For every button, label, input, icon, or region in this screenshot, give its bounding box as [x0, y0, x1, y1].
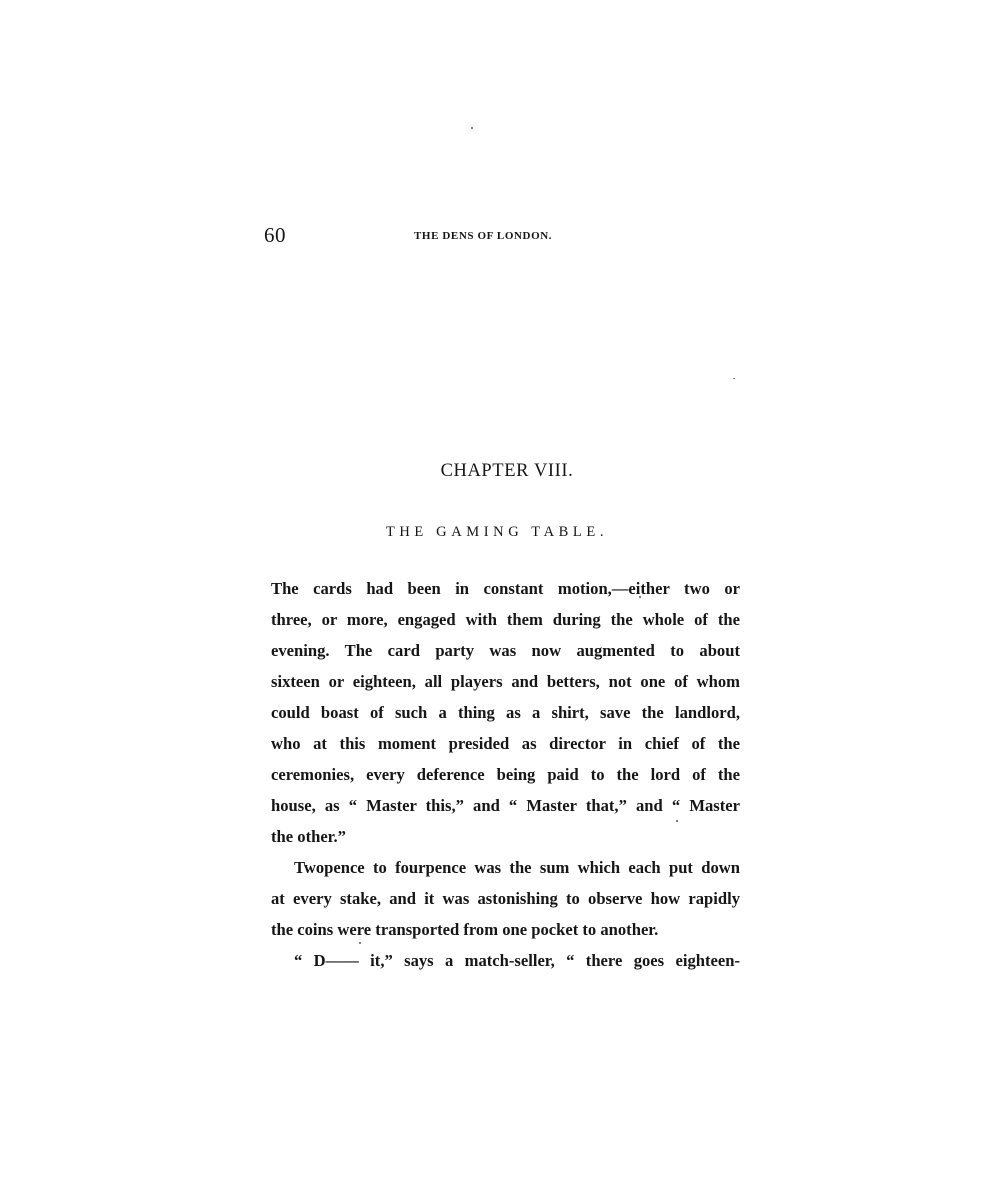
- paragraph: [271, 852, 740, 945]
- ink-speck: [733, 378, 735, 379]
- text-line: who at this moment presided as director in chief of the: [271, 734, 740, 753]
- text-line: sixteen or eighteen, all players and betters, not one of whom: [271, 672, 740, 691]
- running-title: THE DENS OF LONDON.: [414, 230, 553, 242]
- text-line: The cards had been in constant motion,—either two or: [271, 579, 740, 598]
- page-number: 60: [264, 223, 286, 247]
- ink-speck: [471, 127, 473, 129]
- chapter-subtitle: THE GAMING TABLE.: [385, 524, 609, 540]
- chapter-title: CHAPTER VIII.: [440, 461, 574, 481]
- text-line: three, or more, engaged with them during the whole of the: [271, 610, 740, 629]
- text-line: house, as “ Master this,” and “ Master that,” and “ Master: [271, 796, 740, 815]
- text-line: the coins were transported from one pocket to another.: [271, 920, 659, 939]
- paragraph: [271, 945, 740, 976]
- text-line: at every stake, and it was astonishing to observe how rapidly: [271, 889, 740, 908]
- text-line: ceremonies, every deference being paid to the lord of the: [271, 765, 740, 784]
- text-line: evening. The card party was now augmented to about: [271, 641, 740, 660]
- text-line: Twopence to fourpence was the sum which each put down: [294, 858, 740, 877]
- body-text: [271, 573, 740, 976]
- text-line: the other.”: [271, 827, 346, 846]
- paragraph: [271, 573, 740, 852]
- text-line: “ D—— it,” says a match-seller, “ there goes eighteen-: [294, 951, 740, 970]
- text-line: could boast of such a thing as a shirt, save the landlord,: [271, 703, 740, 722]
